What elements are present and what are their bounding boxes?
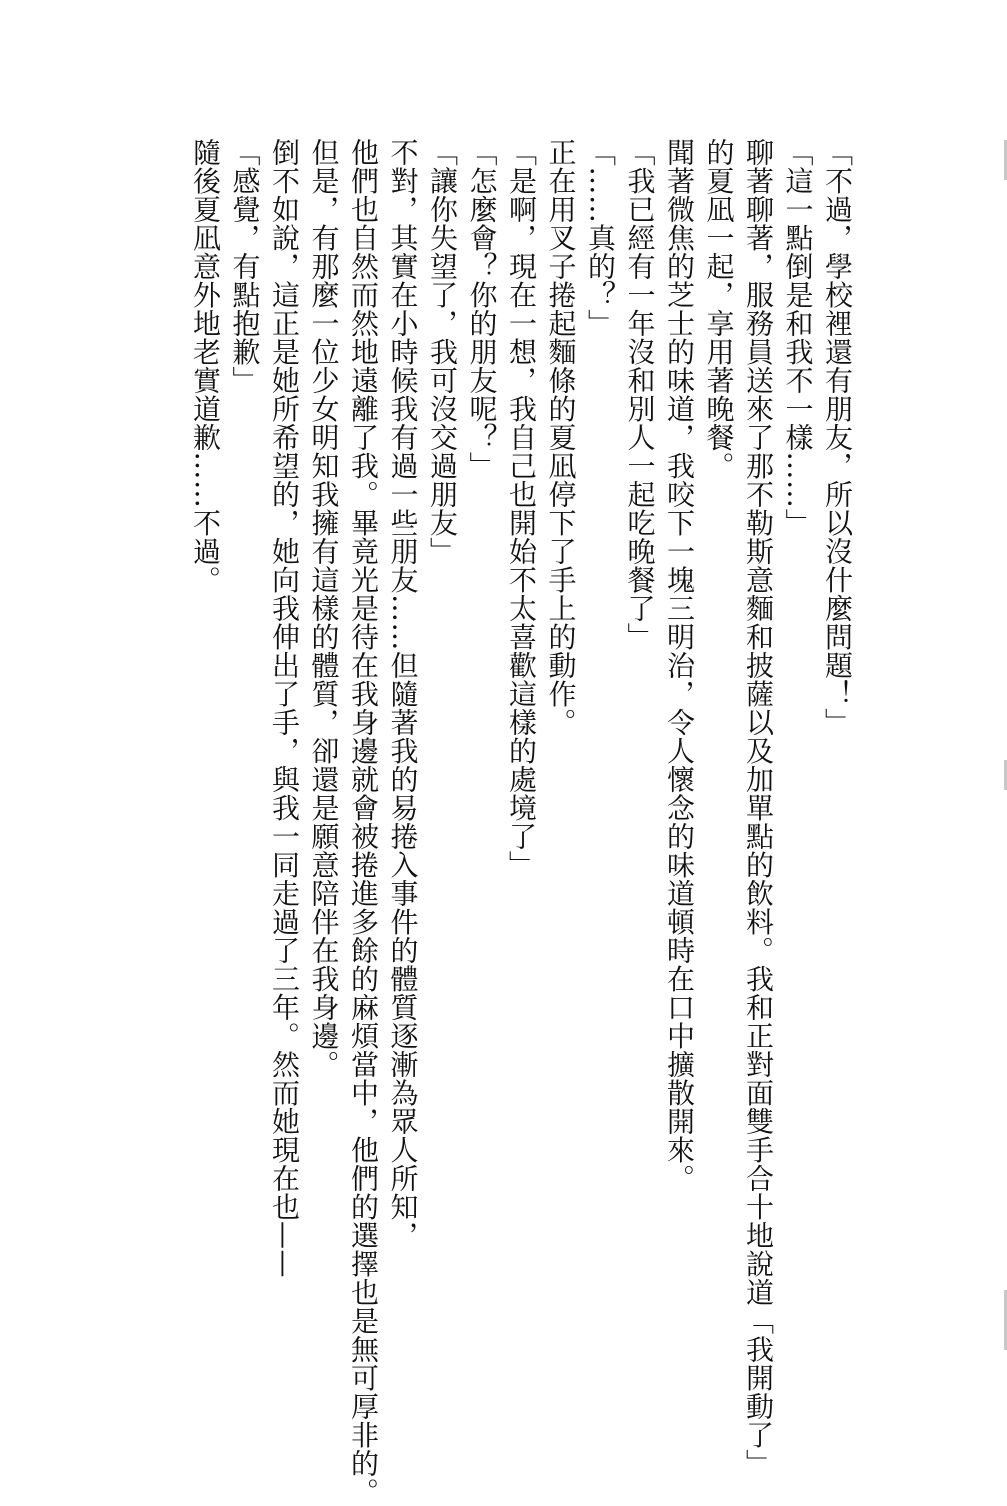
text-line-15: 倒不如說，這正是她所希望的，她向我伸出了手，與我一同走過了三年。然而她現在也—— <box>268 138 301 1278</box>
text-line-16: 「感覺，有點抱歉」 <box>228 138 262 395</box>
text-line-12: 不對，其實在小時候我有過一些朋友……但隨著我的易捲入事件的體質逐漸為眾人所知， <box>386 138 420 1250</box>
text-line-17: 隨後夏凪意外地老實道歉……不過。 <box>189 138 222 594</box>
text-line-10: 「怎麼會？你的朋友呢？」 <box>465 138 499 480</box>
text-line-6: 「我已經有一年沒和別人一起吃晚餐了」 <box>623 138 657 651</box>
text-line-13: 他們也自然而然地遠離了我。畢竟光是待在我身邊就會被捲進多餘的麻煩當中，他們的選擇也是無可厚非的。 <box>347 138 380 1506</box>
text-line-7: 「……真的？」 <box>584 138 617 338</box>
vertical-text-block <box>186 138 858 1506</box>
text-line-9: 「是啊，現在一想，我自己也開始不太喜歡這樣的處境了」 <box>505 138 538 879</box>
text-line-11: 「讓你失望了，我可沒交過朋友」 <box>426 138 459 566</box>
text-line-8: 正在用叉子捲起麵條的夏凪停下了手上的動作。 <box>544 138 578 737</box>
text-line-1: 「不過，學校裡還有朋友，所以沒什麼問題！」 <box>821 138 854 737</box>
text-line-4: 的夏凪一起，享用著晚餐。 <box>702 138 736 480</box>
text-line-2: 「這一點倒是和我不一樣……」 <box>781 138 815 537</box>
text-line-5: 聞著微焦的芝士的味道，我咬下一塊三明治，令人懷念的味道頓時在口中擴散開來。 <box>663 138 696 1193</box>
text-line-3: 聊著聊著，服務員送來了那不勒斯意麵和披薩以及加單點的飲料。我和正對面雙手合十地說道「我開動了」 <box>742 138 775 1478</box>
text-line-14: 但是，有那麼一位少女明知我擁有這樣的體質，卻還是願意陪伴在我身邊。 <box>307 138 341 1079</box>
